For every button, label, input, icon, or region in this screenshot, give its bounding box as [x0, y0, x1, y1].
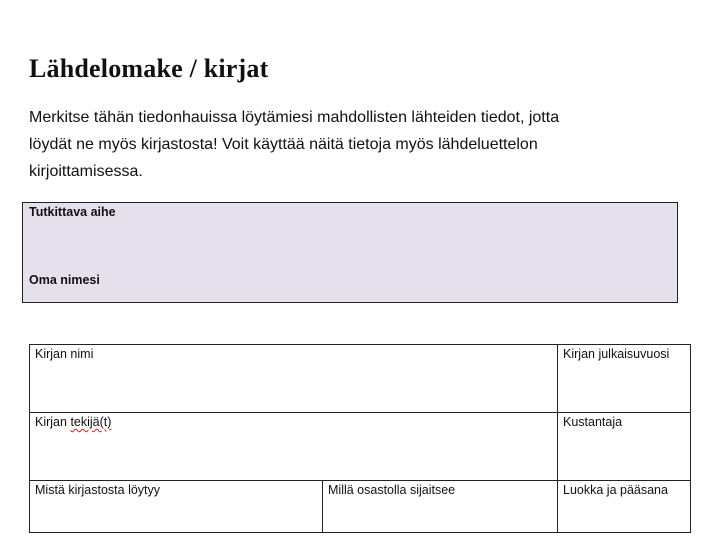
publisher-cell[interactable] [558, 413, 691, 481]
page-title: Lähdelomake / kirjat [29, 54, 269, 83]
book-name-label: Kirjan nimi [35, 347, 94, 361]
intro-line-1: Merkitse tähän tiedonhauissa löytämiesi mahdollisten lähteiden tiedot, jotta [29, 109, 560, 126]
table-row [30, 413, 691, 481]
author-label-word: tekijä(t) [70, 415, 112, 429]
intro-line-2: löydät ne myös kirjastosta! Voit käyttää näitä tietoja myös lähdeluettelon [29, 136, 538, 153]
book-source-table [29, 344, 691, 533]
class-heading-cell[interactable] [558, 481, 691, 533]
own-name-label: Oma nimesi [29, 273, 100, 287]
publication-year-cell[interactable] [558, 345, 691, 413]
publication-year-label: Kirjan julkaisuvuosi [563, 347, 670, 361]
department-cell[interactable] [323, 481, 558, 533]
topic-info-box [22, 202, 678, 303]
class-heading-label: Luokka ja pääsana [563, 483, 668, 497]
library-label: Mistä kirjastosta löytyy [35, 483, 161, 497]
intro-line-3: kirjoittamisessa. [29, 163, 143, 180]
table-row [30, 345, 691, 413]
table-row [30, 481, 691, 533]
library-cell[interactable] [30, 481, 323, 533]
topic-label: Tutkittava aihe [29, 205, 116, 219]
intro-text [29, 104, 669, 185]
author-label-prefix: Kirjan [35, 415, 71, 429]
department-label: Millä osastolla sijaitsee [328, 483, 456, 497]
author-cell[interactable] [30, 413, 558, 481]
publisher-label: Kustantaja [563, 415, 623, 429]
book-name-cell[interactable] [30, 345, 558, 413]
